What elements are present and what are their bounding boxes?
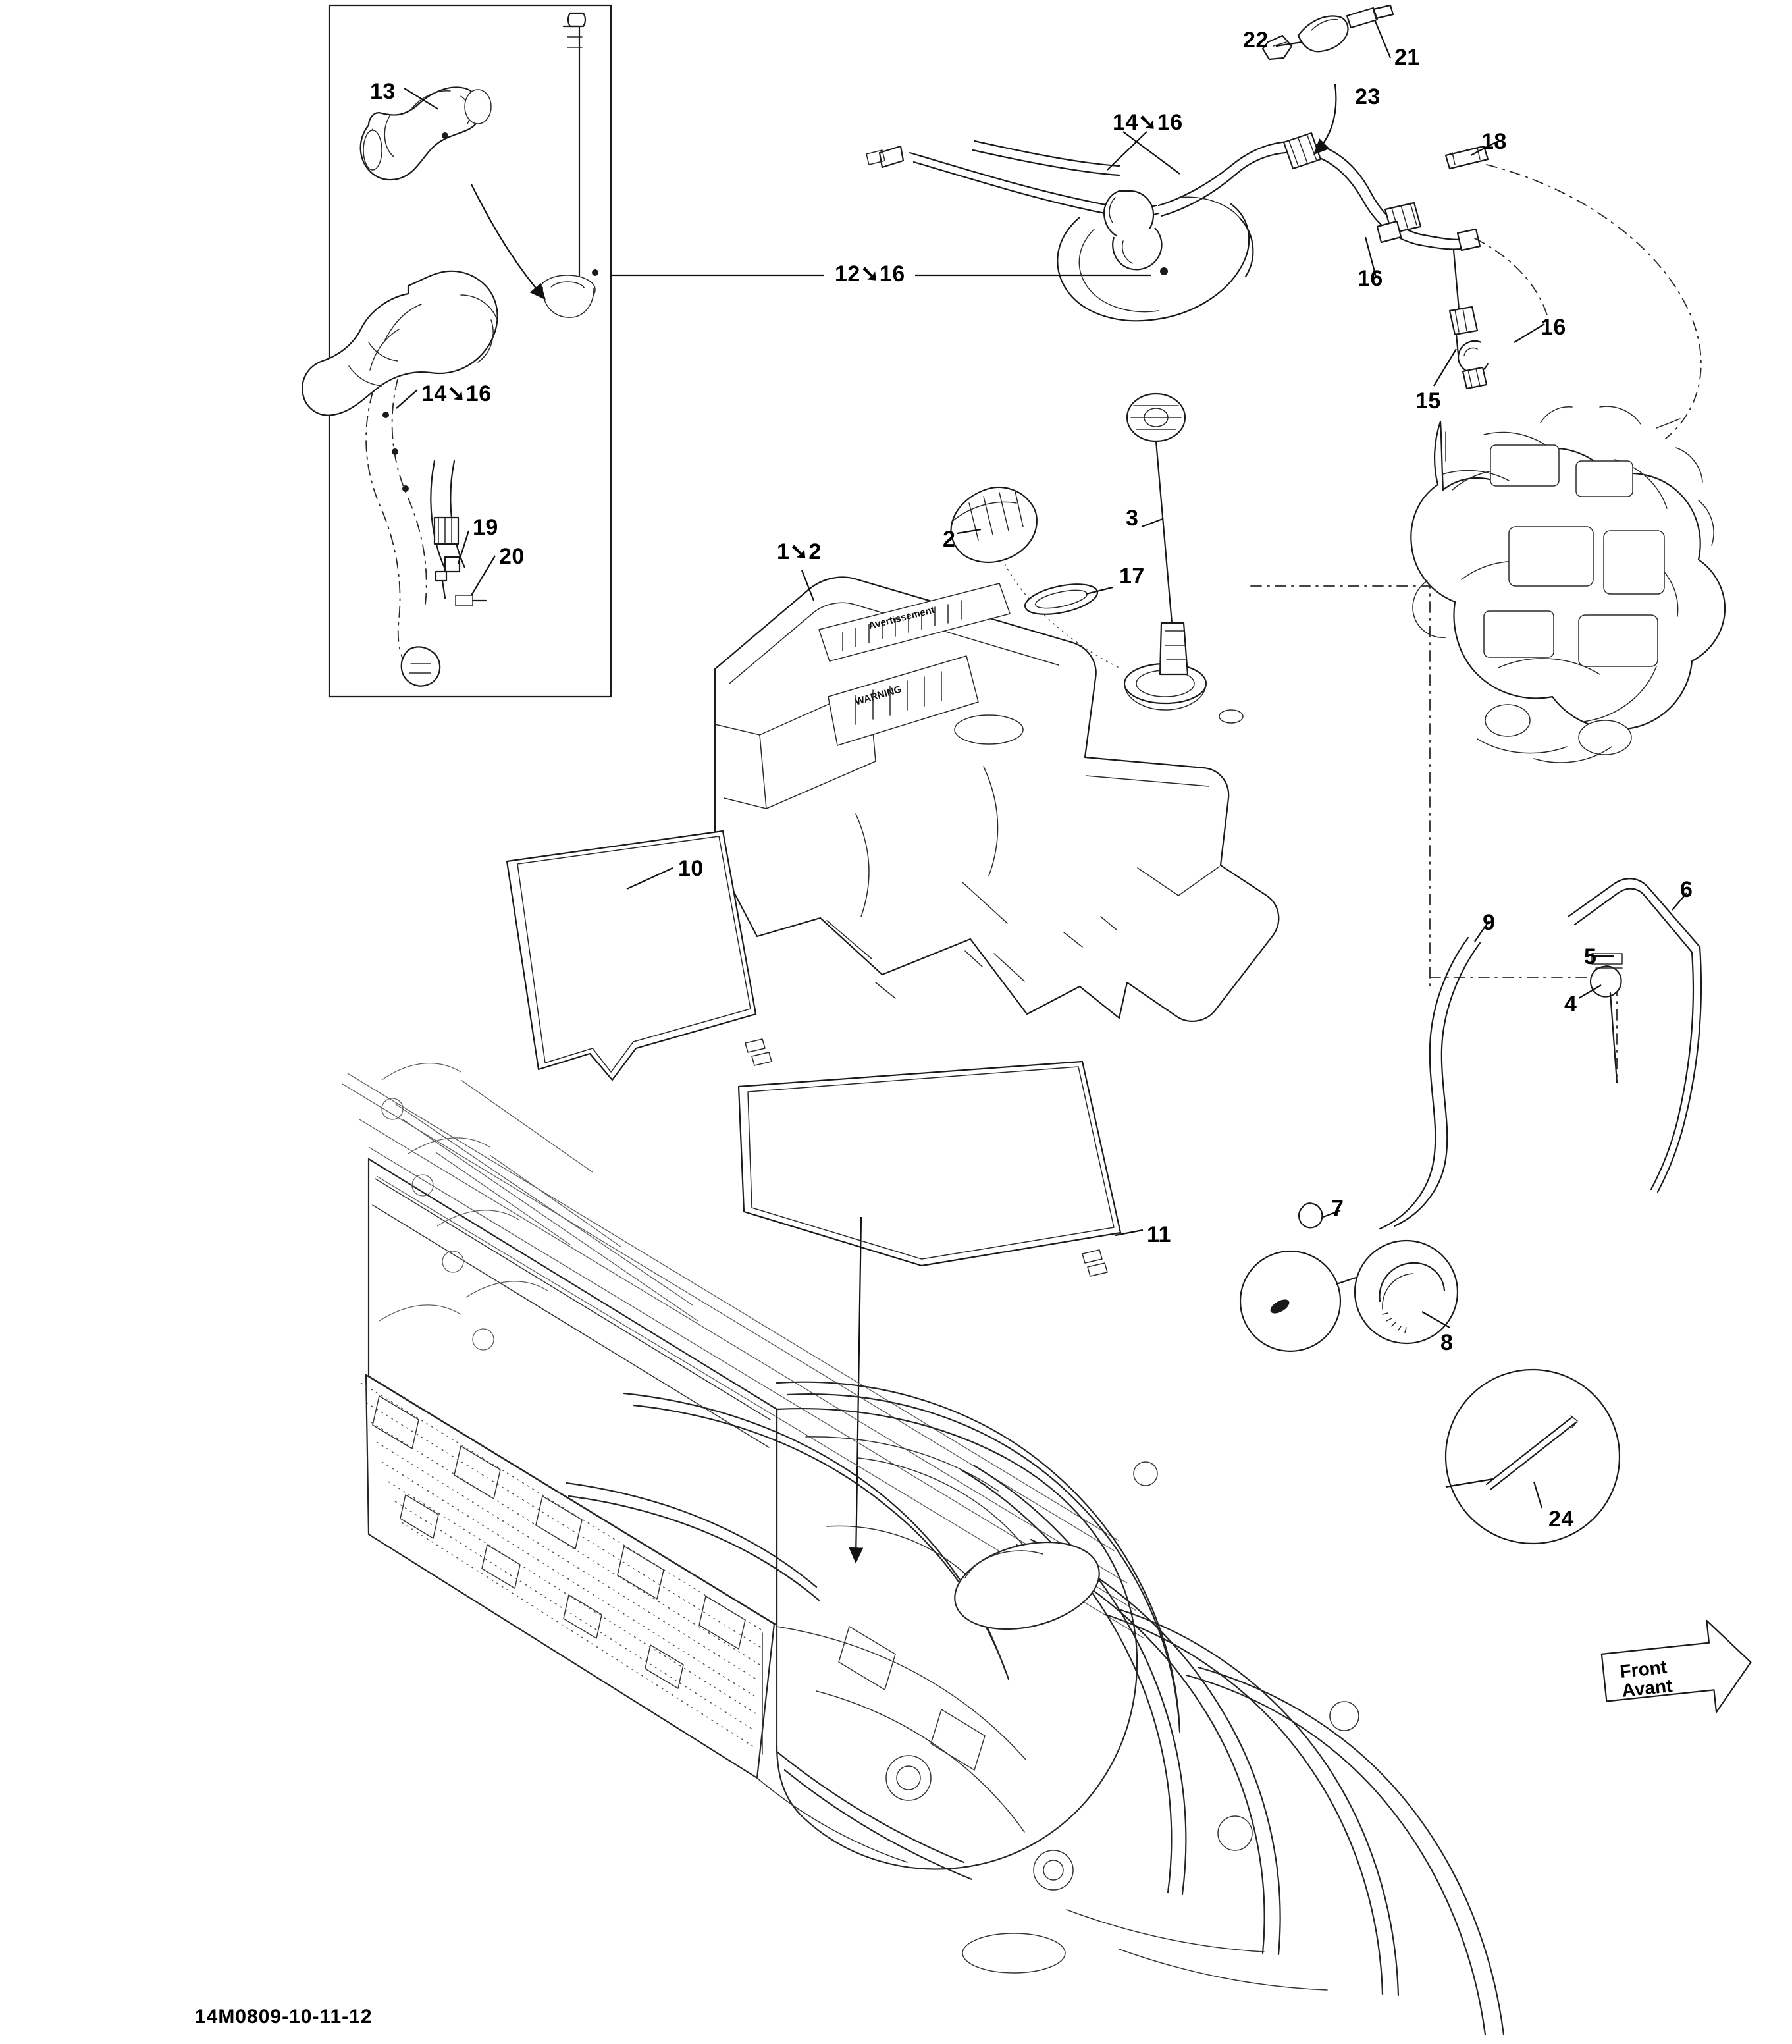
hose-connector-a <box>1284 133 1321 169</box>
fuel-tank <box>715 577 1278 1021</box>
callout-23: 23 <box>1355 84 1381 109</box>
callout-14-16-inset: 14➘16 <box>421 381 492 406</box>
warning-decal-text-lower: WARNING <box>854 684 903 708</box>
part-24-detail-circle <box>1446 1370 1620 1544</box>
part-10-mat <box>507 831 756 1080</box>
part-23-clamp <box>1298 16 1348 51</box>
callout-11: 11 <box>1147 1222 1171 1247</box>
callout-17: 17 <box>1119 564 1145 589</box>
callout-14-16-main: 14➘16 <box>1113 110 1183 135</box>
callout-9: 9 <box>1483 910 1496 935</box>
callout-6: 6 <box>1680 877 1693 902</box>
callout-10: 10 <box>678 856 704 881</box>
callout-1-2: 1➘2 <box>777 539 822 564</box>
part-7-clip <box>1299 1203 1322 1227</box>
inset-vertical-rod <box>564 13 585 283</box>
inset-panel-air-intake <box>302 5 611 697</box>
callout-20: 20 <box>499 544 525 569</box>
front-label-en: Front <box>1619 1656 1668 1682</box>
warning-decal-text-upper: Avertissement <box>867 604 936 632</box>
part-11-mat <box>739 1062 1120 1266</box>
callout-15: 15 <box>1415 389 1441 414</box>
engine-assembly <box>1411 406 1725 763</box>
callout-16-a: 16 <box>1357 266 1383 291</box>
part-17-gasket <box>1022 579 1100 620</box>
callout-24: 24 <box>1548 1507 1574 1532</box>
callout-7: 7 <box>1331 1196 1344 1221</box>
callout-12-16: 12➘16 <box>835 261 905 286</box>
part-3-fuel-gauge <box>1127 394 1188 674</box>
callout-4: 4 <box>1564 992 1577 1017</box>
callout-3: 3 <box>1126 506 1139 531</box>
front-label-fr: Avant <box>1621 1675 1673 1702</box>
part-8-detail-circles <box>1240 1241 1458 1351</box>
fuel-hose-assembly-top <box>866 5 1701 439</box>
callout-19: 19 <box>473 515 498 540</box>
part-16-connector-small <box>1463 367 1487 389</box>
part-2-fuel-cap <box>951 487 1037 562</box>
callout-16-b: 16 <box>1541 315 1566 340</box>
callout-5: 5 <box>1584 944 1597 969</box>
callout-2: 2 <box>943 527 956 552</box>
callout-21: 21 <box>1394 45 1420 70</box>
part-21-bolt <box>1347 5 1393 28</box>
drawing-part-number: 14M0809-10-11-12 <box>195 2006 373 2028</box>
callout-18: 18 <box>1481 129 1507 154</box>
callout-22: 22 <box>1243 28 1269 53</box>
fuel-pump-bowl <box>1104 191 1161 269</box>
front-direction-label <box>1619 1657 1673 1700</box>
callout-8: 8 <box>1440 1330 1454 1355</box>
callout-13: 13 <box>370 79 396 104</box>
